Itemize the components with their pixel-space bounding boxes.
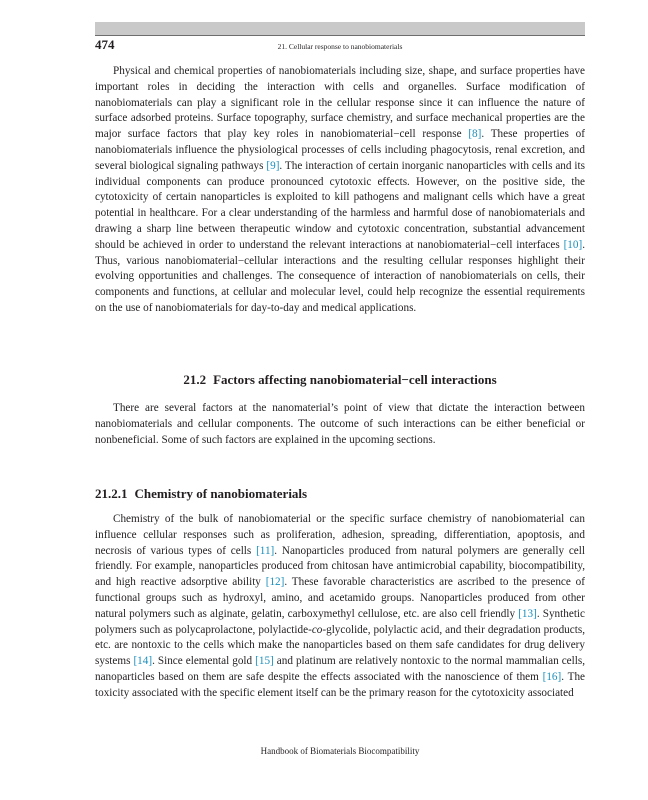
- citation-link[interactable]: [8]: [468, 128, 482, 141]
- header-rule: [95, 35, 585, 36]
- text-segment: Chemistry of the bulk of nanobiomaterial or the specific surface chemistry of nanobiomaterial can influence cellular responses such as proliferation, adhesion, spreading, differentiation, apoptosis, and necrosis of various types of cells: [95, 513, 585, 557]
- text-segment: . Thus, various nanobiomaterial−cellular interactions and the resulting cellular responses highlight their evolving opportunities and challenges. The consequence of interaction of nanobiomaterials on cells, their components and functions, at cellular and molecular level, could help recognize the essential requirements on the use of nanobiomaterials for day-to-day and medical applications.: [95, 238, 585, 314]
- text-segment: and platinum are relatively nontoxic to the normal mammalian cells, nanoparticles based on them are safe despite the effects associated with the nanoscience of them: [95, 655, 585, 683]
- text-segment: . Synthetic polymers such as polycaprolactone, polylactide-: [95, 607, 585, 636]
- text-segment: . The interaction of certain inorganic nanoparticles with cells and its individual components can produce pronounced cytotoxic effects. However, on the positive side, the cytotoxicity of certain nanoparticles is exploited to kill pathogens and malignant cells which have a great potential in healthcare. For a clear understanding of the harmless and harmful dose of nanobiomaterials and drawing a sharp line between therapeutic window and cytotoxic concentration, substantial advancement should be achieved in order to understand the relevant interactions at nanobiomaterial−cell interfaces: [95, 159, 585, 251]
- text-segment: . Since elemental gold: [152, 655, 256, 668]
- text-segment: . These favorable characteristics are ascribed to the presence of functional groups such as hydroxyl, amino, and acetamido groups. Nanoparticles produced from other natural polymers such as alginate, gelatin, carboxymethyl cellulose, etc. are also cell friendly: [95, 576, 585, 620]
- section-number: 21.2: [183, 372, 207, 387]
- citation-link[interactable]: [11]: [256, 544, 275, 557]
- text-segment: . The toxicity associated with the specific element itself can be the primary reason for the cytotoxicity associated: [95, 670, 585, 699]
- citation-link[interactable]: [10]: [563, 238, 583, 251]
- citation-link[interactable]: [15]: [255, 655, 274, 668]
- citation-link[interactable]: [9]: [266, 159, 280, 172]
- citation-link[interactable]: [13]: [518, 607, 537, 620]
- text-segment: -glycolide, polylactic acid, and their degradation products, etc. are nontoxic to the cells which make the nanoparticles based on them safe candidates for drug delivery systems: [95, 623, 585, 668]
- running-head: 21. Cellular response to nanobiomaterials: [277, 42, 403, 51]
- text-segment: . Nanoparticles produced from natural polymers are generally cell friendly. For example, nanoparticles produced from chitosan have antimicrobial capability, biocompatibility, and high reactive adsorptive ability: [95, 544, 585, 589]
- citation-link[interactable]: [16]: [542, 670, 562, 683]
- paragraph-factors: There are several factors at the nanomaterial’s point of view that dictate the interaction between nanobiomaterials and cellular components. The outcome of such interactions can be either beneficial or nonbeneficial. Some of such factors are explained in the upcoming sections.: [95, 402, 585, 446]
- citation-link[interactable]: [12]: [265, 576, 285, 589]
- paragraph-chemistry: [95, 512, 585, 702]
- subsection-heading: [95, 486, 307, 502]
- subsection-title: Chemistry of nanobiomaterials: [134, 486, 308, 501]
- text-segment: Physical and chemical properties of nanobiomaterials including size, shape, and surface properties have important roles in deciding the interaction with cells and organelles. Surface modification of nanobiomaterials can play a significant role in the cellular response since it can influence the nature of surface adsorbed proteins. Surface topography, surface chemistry, and surface mechanical properties are the major surface factors that play key roles in nanobiomaterial−cell response: [95, 65, 585, 141]
- book-title-footer: Handbook of Biomaterials Biocompatibility: [260, 746, 420, 756]
- subsection-number: 21.2.1: [95, 486, 128, 501]
- italic-term: co: [311, 623, 323, 636]
- section-title: Factors affecting nanobiomaterial−cell interactions: [213, 372, 497, 387]
- section-heading: [95, 372, 585, 388]
- header-bar: [95, 22, 585, 35]
- text-segment: . These properties of nanobiomaterials influence the physiological processes of cells including phagocytosis, renal excretion, and several biological signaling pathways: [95, 128, 585, 172]
- paragraph-intro: [95, 64, 585, 317]
- citation-link[interactable]: [14]: [133, 655, 153, 668]
- page-number: 474: [95, 37, 115, 52]
